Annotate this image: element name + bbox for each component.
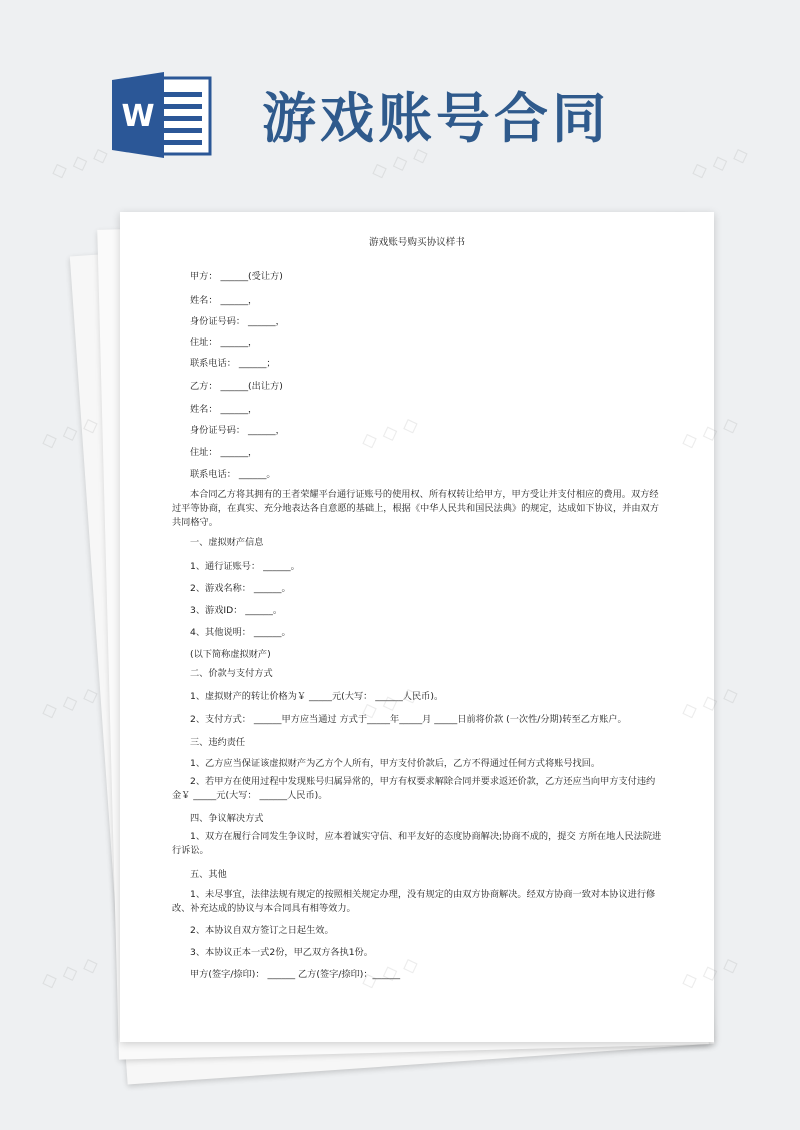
watermark-mark: ◇ [718, 410, 742, 439]
section5-item: 3、本协议正本一式2份，甲乙双方各执1份。 [190, 947, 373, 958]
section4-item: 1、双方在履行合同发生争议时，应本着诚实守信、和平友好的态度协商解决;协商不成的，提交 方所在地人民法院进行诉讼。 [172, 831, 662, 856]
section1-item: 2、游戏名称： ______。 [190, 583, 291, 594]
party-field: 乙方： ______(出让方) [190, 381, 283, 392]
party-field: 甲方： ______(受让方) [190, 271, 283, 282]
watermark-mark: ◇ [718, 680, 742, 709]
party-field: 姓名： ______， [190, 295, 258, 306]
word-document-icon [112, 72, 212, 158]
section2-item: 2、支付方式： ______甲方应当通过 方式于_____年_____月 _____日前将价款 (一次性/分期)转至乙方账户。 [190, 714, 627, 725]
watermark-mark: ◇ [718, 950, 742, 979]
signature-line: 甲方(签字/捺印)： ______ 乙方(签字/捺印)：______ [190, 969, 401, 980]
watermark-mark: ◇ ◇ ◇ [687, 140, 752, 184]
section3-item: 2、若甲方在使用过程中发现账号归属异常的，甲方有权要求解除合同并要求返还价款，乙方还应当向甲方支付违约金￥ _____元(大写： ______人民币)。 [172, 776, 656, 801]
watermark-mark: ◇ ◇ ◇ [47, 140, 112, 184]
document-title: 游戏账号购买协议样书 [369, 237, 465, 248]
section5-item: 1、未尽事宜，法律法规有规定的按照相关规定办理，没有规定的由双方协商解决。经双方协商一致对本协议进行修改、补充达成的协议与本合同具有相等效力。 [172, 889, 656, 914]
watermark-mark: ◇ ◇ ◇ [37, 950, 102, 994]
watermark-mark: ◇ ◇ ◇ [37, 680, 102, 724]
section1-item: 3、游戏ID： ______。 [190, 605, 283, 616]
section2-heading: 二、价款与支付方式 [190, 668, 273, 679]
section3-item: 1、乙方应当保证该虚拟财产为乙方个人所有，甲方支付价款后，乙方不得通过任何方式将账号找回。 [190, 758, 601, 769]
page-title: 游戏账号合同 [262, 86, 610, 150]
party-field: 住址： ______， [190, 337, 258, 348]
party-field: 身份证号码： ______， [190, 316, 285, 327]
section5-item: 2、本协议自双方签订之日起生效。 [190, 925, 334, 936]
section3-heading: 三、违约责任 [190, 737, 246, 748]
section1-item: 4、其他说明： ______。 [190, 627, 291, 638]
section4-heading: 四、争议解决方式 [190, 813, 264, 824]
section5-heading: 五、其他 [190, 869, 227, 880]
party-field: 身份证号码： ______， [190, 425, 285, 436]
watermark-mark: ◇ ◇ ◇ [37, 410, 102, 454]
section1-heading: 一、虚拟财产信息 [190, 537, 264, 548]
party-field: 联系电话： ______； [190, 358, 276, 369]
party-field: 联系电话： ______。 [190, 469, 276, 480]
section1-item: 1、通行证账号： ______。 [190, 561, 300, 572]
party-field: 姓名： ______， [190, 404, 258, 415]
intro-paragraph: 本合同乙方将其拥有的王者荣耀平台通行证账号的使用权、所有权转让给甲方，甲方受让并支付相应的费用。双方经过平等协商，在真实、充分地表达各自意愿的基础上，根据《中华人民共和国民法典》的规定，达成如下协议，并由双方共同格守。 [172, 489, 659, 528]
document-page [120, 212, 714, 1042]
section2-item: 1、虚拟财产的转让价格为￥ _____元(大写： ______人民币)。 [190, 691, 444, 702]
watermark-mark: ◇ ◇ ◇ [367, 140, 432, 184]
hero-banner [0, 0, 800, 200]
section1-note: (以下简称虚拟财产) [190, 649, 271, 660]
svg-text:W: W [121, 99, 155, 134]
party-field: 住址： ______， [190, 447, 258, 458]
